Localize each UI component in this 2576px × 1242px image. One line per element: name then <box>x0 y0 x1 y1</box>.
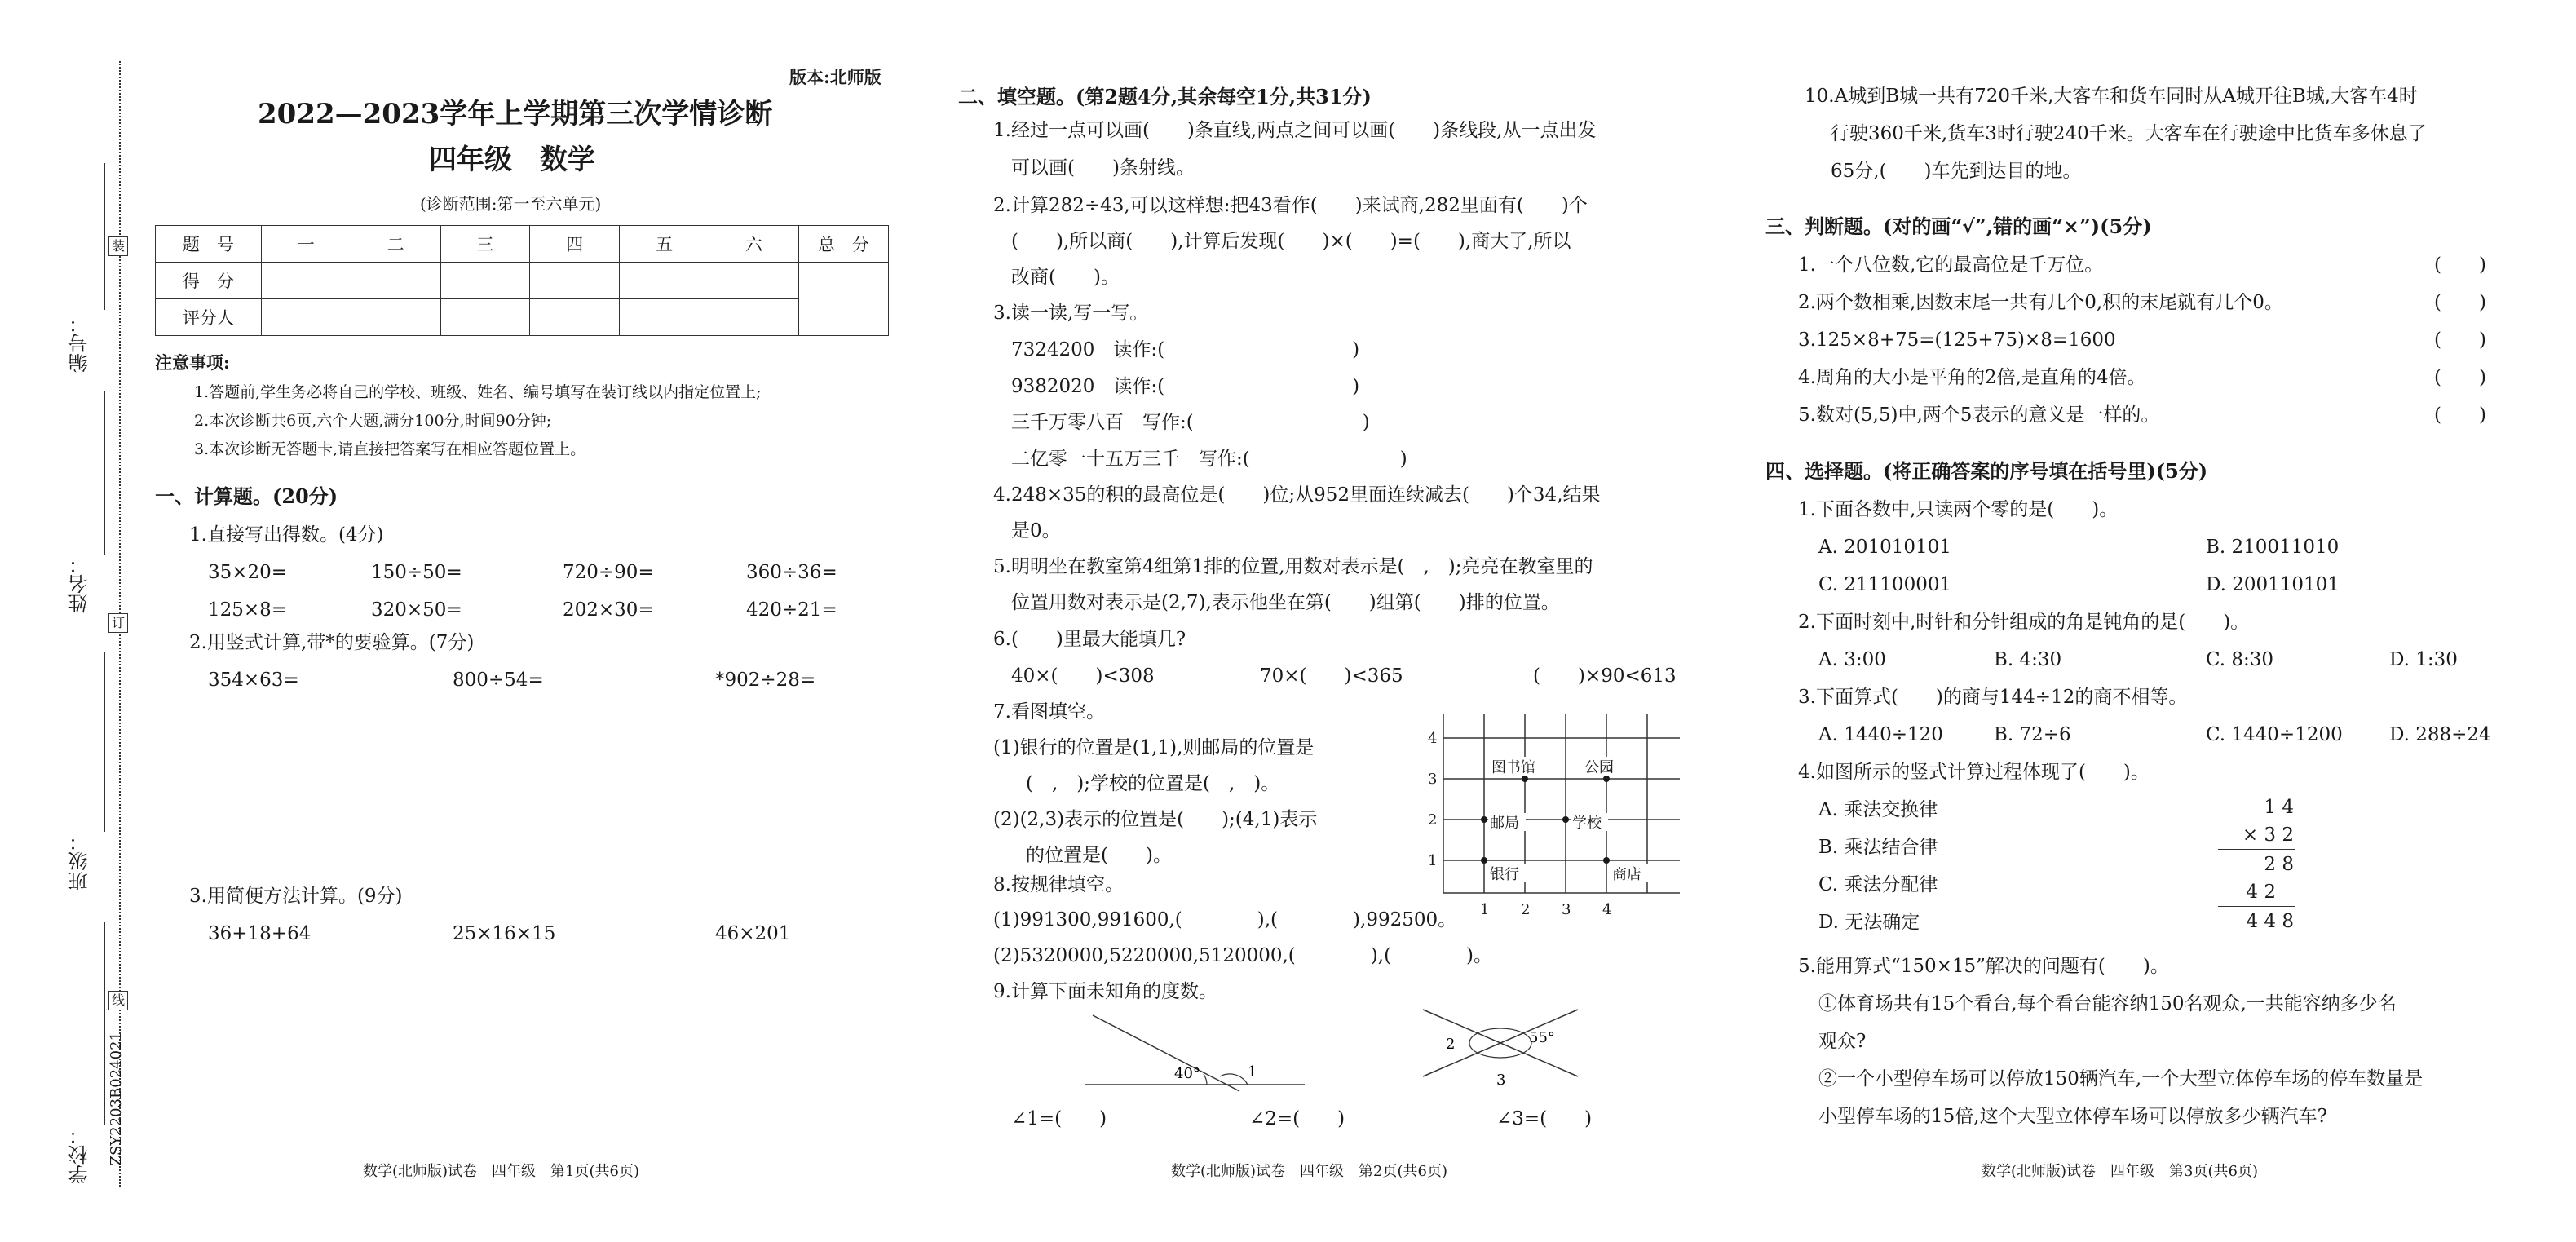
choice-option: C. 乘法分配律 <box>1818 874 1938 895</box>
angle-value-55: 55° <box>1529 1029 1555 1046</box>
score-cell[interactable] <box>440 263 530 299</box>
total-score-cell[interactable] <box>798 263 888 336</box>
angle-answer: ∠1=( ) <box>1011 1108 1107 1129</box>
binding-mark-zhuang: 装 <box>108 236 128 256</box>
y-tick: 3 <box>1428 771 1438 788</box>
question-line: 行驶360千米,货车3时行驶240千米。大客车在行驶途中比货车多休息了 <box>1831 123 2427 144</box>
question-line: 7324200 读作:( ) <box>1011 339 1360 360</box>
calc-item: 35×20= <box>208 562 288 583</box>
choice-question: 1.下面各数中,只读两个零的是( )。 <box>1798 499 2119 520</box>
place-dot-shop <box>1603 857 1610 864</box>
question-line: 三千万零八百 写作:( ) <box>1011 412 1370 433</box>
score-table-header: 四 <box>530 226 620 263</box>
question-line: 40×( )<308 <box>1011 665 1155 687</box>
judge-answer-blank[interactable]: ( ) <box>2434 292 2486 313</box>
question-line: 65分,( )车先到达目的地。 <box>1831 161 2082 182</box>
calc-item: 36+18+64 <box>208 923 312 944</box>
question-line: 4.248×35的积的最高位是( )位;从952里面连续减去( )个34,结果 <box>993 484 1601 506</box>
y-tick: 4 <box>1428 730 1438 747</box>
exam-scope: (诊断范围:第一至六单元) <box>420 194 602 214</box>
angle-figure-1 <box>1085 1011 1313 1093</box>
x-tick: 3 <box>1562 901 1571 917</box>
place-label-park: 公园 <box>1584 759 1614 776</box>
score-table-header: 三 <box>440 226 530 263</box>
calc-item: 720÷90= <box>563 562 654 583</box>
calc-item: 420÷21= <box>746 599 837 621</box>
choice-option: C. 1440÷1200 <box>2206 724 2343 745</box>
calc-item: 354×63= <box>208 670 299 691</box>
choice-option: D. 无法确定 <box>1818 912 1920 933</box>
place-label-library: 图书馆 <box>1491 759 1535 776</box>
question-line: 可以画( )条射线。 <box>1011 157 1195 179</box>
question-title: 3.读一读,写一写。 <box>993 303 1149 324</box>
section-title: 一、计算题。(20分) <box>155 484 338 508</box>
version-label: 版本:北师版 <box>789 67 881 87</box>
grader-cell[interactable] <box>261 299 351 336</box>
question-line: 5.明明坐在教室第4组第1排的位置,用数对表示是( , );亮亮在教室里的 <box>993 556 1593 577</box>
judge-answer-blank[interactable]: ( ) <box>2434 404 2486 426</box>
question-line: 是0。 <box>1011 520 1061 541</box>
vertical-line: × 3 2 <box>2242 824 2294 846</box>
score-table-header: 五 <box>620 226 709 263</box>
choice-option: B. 210011010 <box>2206 537 2340 558</box>
choice-option: D. 288÷24 <box>2389 724 2491 745</box>
question-line: 观众? <box>1818 1031 1867 1052</box>
binding-blank <box>104 163 105 310</box>
binding-label-school: 学校： <box>68 1125 91 1184</box>
score-table <box>155 225 889 336</box>
choice-option: B. 72÷6 <box>1994 724 2071 745</box>
calc-item: 360÷36= <box>746 562 837 583</box>
page-footer: 数学(北师版)试卷 四年级 第2页(共6页) <box>1171 1163 1447 1180</box>
binding-blank <box>104 922 105 1125</box>
score-table-header: 一 <box>261 226 351 263</box>
calc-item: *902÷28= <box>715 670 816 691</box>
judge-answer-blank[interactable]: ( ) <box>2434 367 2486 388</box>
question-line: 二亿零一十五万三千 写作:( ) <box>1011 449 1407 470</box>
vertical-line: 1 4 <box>2264 797 2294 818</box>
place-dot-school <box>1562 816 1569 823</box>
section-title: 二、填空题。(第2题4分,其余每空1分,共31分) <box>958 85 1372 108</box>
binding-mark-ding: 订 <box>108 613 128 633</box>
binding-label-number: 编号： <box>68 314 91 373</box>
binding-label-name: 姓名： <box>68 555 91 613</box>
judge-answer-blank[interactable]: ( ) <box>2434 254 2486 276</box>
vertical-line: 2 8 <box>2264 854 2294 875</box>
calc-rule <box>2218 906 2295 907</box>
place-label-school: 学校 <box>1572 815 1602 832</box>
score-table-header: 题 号 <box>156 226 262 263</box>
question-title: 8.按规律填空。 <box>993 874 1124 895</box>
question-title: 1.直接写出得数。(4分) <box>189 524 384 546</box>
coordinate-grid <box>1423 697 1692 917</box>
question-line: (1)银行的位置是(1,1),则邮局的位置是 <box>993 737 1315 758</box>
angle-number-3: 3 <box>1496 1072 1506 1089</box>
question-title: 9.计算下面未知角的度数。 <box>993 981 1217 1002</box>
choice-option: C. 211100001 <box>1818 574 1952 595</box>
choice-question: 2.下面时刻中,时针和分针组成的角是钝角的是( )。 <box>1798 612 2250 633</box>
note-item: 3.本次诊断无答题卡,请直接把答案写在相应答题位置上。 <box>194 440 586 458</box>
judge-item: 2.两个数相乘,因数末尾一共有几个0,积的末尾就有几个0。 <box>1798 292 2283 313</box>
calc-rule <box>2218 849 2295 850</box>
score-cell[interactable] <box>709 263 798 299</box>
section-title: 四、选择题。(将正确答案的序号填在括号里)(5分) <box>1765 459 2208 483</box>
section-title: 三、判断题。(对的画“√”,错的画“×”)(5分) <box>1765 214 2152 238</box>
question-line: 位置用数对表示是(2,7),表示他坐在第( )组第( )排的位置。 <box>1011 592 1560 613</box>
choice-option: A. 201010101 <box>1818 537 1951 558</box>
binding-mark-xian: 线 <box>108 991 128 1010</box>
angle-value-40: 40° <box>1174 1065 1200 1082</box>
choice-option: B. 乘法结合律 <box>1818 837 1938 858</box>
grader-cell[interactable] <box>351 299 440 336</box>
judge-item: 4.周角的大小是平角的2倍,是直角的4倍。 <box>1798 367 2146 388</box>
question-line: 10.A城到B城一共有720千米,大客车和货车同时从A城开往B城,大客车4时 <box>1805 86 2418 107</box>
calc-item: 25×16×15 <box>453 923 556 944</box>
note-item: 1.答题前,学生务必将自己的学校、班级、姓名、编号填写在装订线以内指定位置上; <box>194 383 762 401</box>
score-table-header: 六 <box>709 226 798 263</box>
place-dot-library <box>1522 776 1528 782</box>
calc-item: 125×8= <box>208 599 288 621</box>
x-tick: 4 <box>1602 901 1612 917</box>
binding-code: ZSY2203B024021 <box>108 1032 125 1166</box>
x-tick: 2 <box>1521 901 1531 917</box>
question-line: (2)(2,3)表示的位置是( );(4,1)表示 <box>993 809 1318 830</box>
question-line: (1)991300,991600,( ),( ),992500。 <box>993 909 1457 930</box>
place-dot-park <box>1603 776 1610 782</box>
choice-option: D. 200110101 <box>2206 574 2340 595</box>
binding-label-class: 班级： <box>68 832 91 891</box>
choice-option: A. 乘法交换律 <box>1818 799 1938 820</box>
judge-item: 5.数对(5,5)中,两个5表示的意义是一样的。 <box>1798 404 2160 426</box>
y-tick: 2 <box>1428 811 1438 829</box>
score-row-label: 得 分 <box>156 263 262 299</box>
calc-item: 800÷54= <box>453 670 544 691</box>
choice-question: 5.能用算式“150×15”解决的问题有( )。 <box>1798 956 2169 977</box>
angle-figure-2 <box>1415 1003 1594 1093</box>
grader-cell[interactable] <box>709 299 798 336</box>
question-line: 1.经过一点可以画( )条直线,两点之间可以画( )条线段,从一点出发 <box>993 120 1597 141</box>
question-line: 的位置是( )。 <box>1026 845 1172 866</box>
page-footer: 数学(北师版)试卷 四年级 第3页(共6页) <box>1982 1163 2258 1180</box>
question-line: ( ),所以商( ),计算后发现( )×( )=( ),商大了,所以 <box>1011 231 1571 252</box>
choice-question: 3.下面算式( )的商与144÷12的商不相等。 <box>1798 687 2188 708</box>
question-line: ①体育场共有15个看台,每个看台能容纳150名观众,一共能容纳多少名 <box>1818 993 2397 1014</box>
angle-answer: ∠2=( ) <box>1249 1108 1345 1129</box>
choice-option: A. 3:00 <box>1818 649 1886 670</box>
question-title: 6.( )里最大能填几? <box>993 629 1186 650</box>
judge-item: 1.一个八位数,它的最高位是千万位。 <box>1798 254 2104 276</box>
score-cell[interactable] <box>261 263 351 299</box>
question-line: ( )×90<613 <box>1533 665 1677 687</box>
score-row-label: 评分人 <box>156 299 262 336</box>
question-line: ②一个小型停车场可以停放150辆汽车,一个大型立体停车场的停车数量是 <box>1818 1068 2424 1090</box>
grader-cell[interactable] <box>530 299 620 336</box>
page-footer: 数学(北师版)试卷 四年级 第1页(共6页) <box>363 1163 639 1180</box>
vertical-line: 4 4 8 <box>2246 911 2294 932</box>
judge-answer-blank[interactable]: ( ) <box>2434 329 2486 351</box>
place-dot-bank <box>1481 857 1487 864</box>
note-item: 2.本次诊断共6页,六个大题,满分100分,时间90分钟; <box>194 412 552 430</box>
choice-option: A. 1440÷120 <box>1818 724 1943 745</box>
calc-item: 202×30= <box>563 599 654 621</box>
question-line: 小型停车场的15倍,这个大型立体停车场可以停放多少辆汽车? <box>1818 1106 2327 1127</box>
angle-answer: ∠3=( ) <box>1496 1108 1593 1129</box>
question-line: 改商( )。 <box>1011 267 1120 288</box>
grader-cell[interactable] <box>440 299 530 336</box>
angle-number-2: 2 <box>1446 1036 1456 1053</box>
question-title: 3.用简便方法计算。(9分) <box>189 886 403 907</box>
x-tick: 1 <box>1480 901 1490 917</box>
score-cell[interactable] <box>620 263 709 299</box>
question-line: 70×( )<365 <box>1260 665 1403 687</box>
place-label-shop: 商店 <box>1612 866 1641 883</box>
question-title: 2.用竖式计算,带*的要验算。(7分) <box>189 632 475 653</box>
calc-item: 320×50= <box>371 599 462 621</box>
question-line: ( , );学校的位置是( , )。 <box>1026 773 1280 794</box>
choice-option: B. 4:30 <box>1994 649 2062 670</box>
place-label-post-office: 邮局 <box>1490 815 1519 832</box>
grader-cell[interactable] <box>620 299 709 336</box>
score-cell[interactable] <box>351 263 440 299</box>
place-label-bank: 银行 <box>1490 866 1519 883</box>
y-tick: 1 <box>1428 852 1438 869</box>
binding-blank <box>104 652 105 832</box>
binding-blank <box>104 391 105 555</box>
score-table-header: 二 <box>351 226 440 263</box>
score-table-header: 总 分 <box>798 226 888 263</box>
calc-item: 150÷50= <box>371 562 462 583</box>
judge-item: 3.125×8+75=(125+75)×8=1600 <box>1798 329 2116 351</box>
choice-question: 4.如图所示的竖式计算过程体现了( )。 <box>1798 762 2150 783</box>
question-title: 7.看图填空。 <box>993 701 1105 723</box>
question-line: (2)5320000,5220000,5120000,( ),( )。 <box>993 945 1493 966</box>
score-cell[interactable] <box>530 263 620 299</box>
choice-option: C. 8:30 <box>2206 649 2274 670</box>
angle-number-1: 1 <box>1248 1063 1257 1081</box>
question-line: 2.计算282÷43,可以这样想:把43看作( )来试商,282里面有( )个 <box>993 195 1588 216</box>
page-title: 2022—2023学年上学期第三次学情诊断 <box>258 98 773 130</box>
choice-option: D. 1:30 <box>2389 649 2458 670</box>
calc-item: 46×201 <box>715 923 791 944</box>
vertical-calculation <box>2214 795 2312 934</box>
page-subtitle: 四年级 数学 <box>429 144 595 176</box>
place-dot-post-office <box>1481 816 1487 823</box>
vertical-line: 4 2 <box>2246 882 2276 903</box>
notes-title: 注意事项: <box>155 352 230 373</box>
question-line: 9382020 读作:( ) <box>1011 376 1360 397</box>
